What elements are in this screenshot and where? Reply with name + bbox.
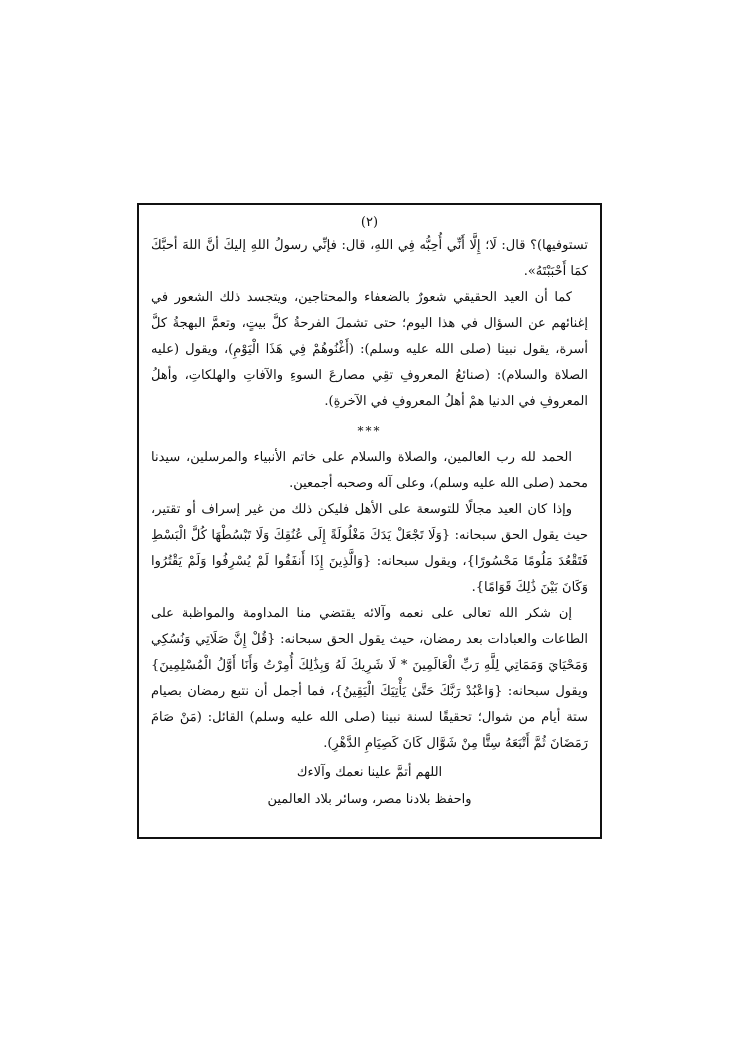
page-number: (٢) — [360, 215, 379, 230]
closing-prayer-line-1: اللهم أتمَّ علينا نعمك وآلاءك — [296, 765, 443, 780]
paragraph-gratitude: إن شكر الله تعالى على نعمه وآلائه يقتضي منا المداومة والمواظبة على الطاعات والعبادات بعد رمضان، حيث يقول الحق سبحانه: {قُلْ إِنَّ صَلَاتِي وَنُسُكِي وَمَحْيَايَ وَمَمَاتِي لِلَّهِ رَبِّ الْعَالَمِينَ * لَا شَرِيكَ لَهُ وَبِذَٰلِكَ أُمِرْتُ وَأَنَا أَوَّلُ الْمُسْلِمِينَ} ويقول سبحانه: {وَاعْبُدْ رَبَّكَ حَتَّىٰ يَأْتِيَكَ الْيَقِينُ}، فما أجمل أن نتبع رمضان بصيام ستة أيام من شوال؛ تحقيقًا لسنة نبينا (صلى الله عليه وسلم) القائل: (مَنْ صَامَ رَمَضَانَ ثُمَّ أَتْبَعَهُ سِتًّا مِنْ شَوَّال كَانَ كَصِيَامِ الدَّهْرِ). — [151, 606, 588, 751]
paragraph-true-eid: كما أن العيد الحقيقي شعورٌ بالضعفاء والمحتاجين، ويتجسد ذلك الشعور في إغنائهم عن السؤال في هذا اليوم؛ حتى تشملَ الفرحةُ كلَّ بيتٍ، وتعمَّ البهجةُ كلَّ أسرة، يقول نبينا (صلى الله عليه وسلم): (أَغْنُوهُمْ فِي هَذَا الْيَوْمِ)، ويقول (عليه الصلاة والسلام): (صنائعُ المعروفِ تقِي مصارعَ السوءِ والآفاتِ والهلكاتِ، وأهلُ المعروفِ في الدنيا همْ أهلُ المعروفِ في الآخرةِ). — [151, 290, 588, 409]
page-frame — [137, 203, 602, 839]
paragraph-moderation: وإذا كان العيد مجالًا للتوسعة على الأهل فليكن ذلك من غير إسراف أو تقتير، حيث يقول الحق سبحانه: {وَلَا تَجْعَلْ يَدَكَ مَغْلُولَةً إِلَى عُنُقِكَ وَلَا تَبْسُطْهَا كُلَّ الْبَسْطِ فَتَقْعُدَ مَلُومًا مَحْسُورًا}، ويقول سبحانه: {وَالَّذِينَ إِذَا أَنفَقُوا لَمْ يُسْرِفُوا وَلَمْ يَقْتُرُوا وَكَانَ بَيْنَ ذَٰلِكَ قَوَامًا}. — [151, 502, 588, 595]
section-separator: *** — [357, 424, 382, 438]
paragraph-hadith-continuation: تستوفيها)؟ قال: لَا؛ إِلَّا أَنِّي أُحِبُّه فِي اللهِ، قال: فإنِّي رسولُ اللهِ إليكَ أنَّ اللهَ أحبَّكَ كمَا أَحْبَبْتَهُ». — [151, 238, 588, 279]
paragraph-praise: الحمد لله رب العالمين، والصلاة والسلام على خاتم الأنبياء والمرسلين، سيدنا محمد (صلى الله عليه وسلم)، وعلى آله وصحبه أجمعين. — [151, 450, 588, 491]
closing-prayer-line-2: واحفظ بلادنا مصر، وسائر بلاد العالمين — [267, 792, 472, 807]
